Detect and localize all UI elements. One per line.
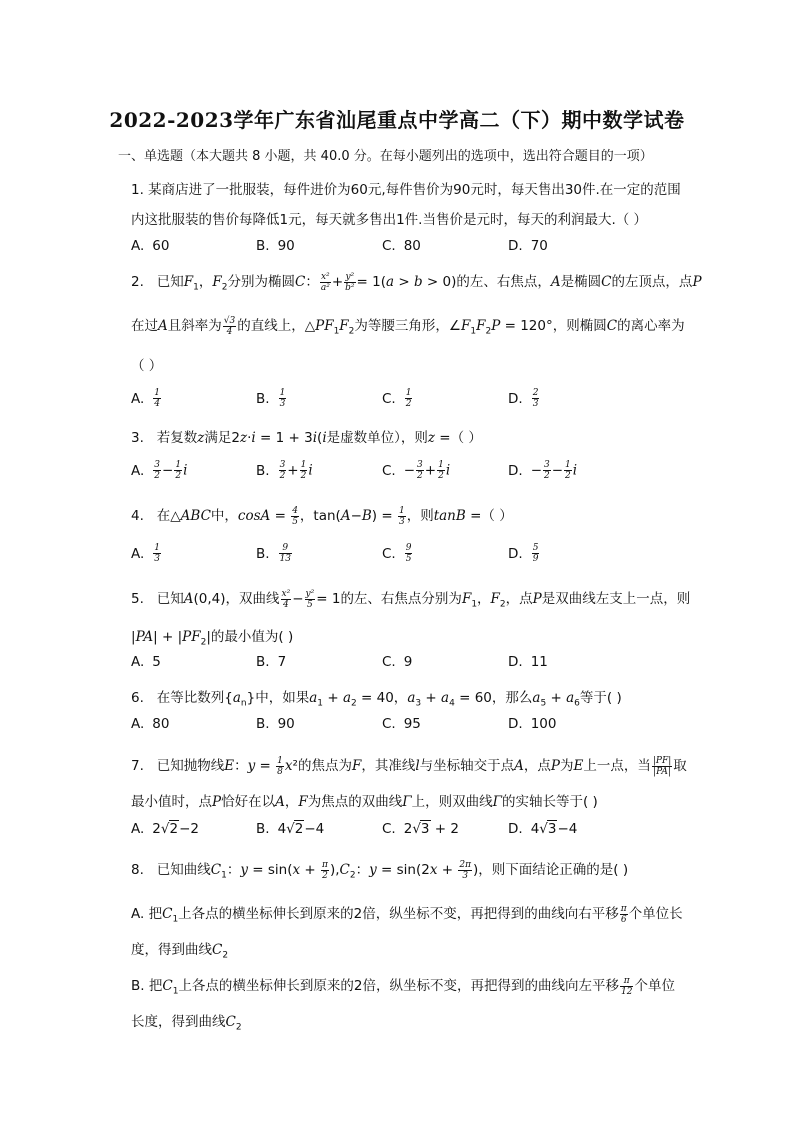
- q3-line1: 3. 若复数z满足2z·i = 1 + 3i(i是虚数单位），则z =（ ）: [131, 430, 482, 446]
- q3-option-c[interactable]: C. − $\frac{3}{2}$ + $\frac{1}{2}$ i: [382, 460, 451, 481]
- q2-option-d[interactable]: D. $\frac{2}{3}$: [508, 388, 539, 409]
- section-header: 一、单选题（本大题共 8 小题，共 40.0 分。在每小题列出的选项中，选出符合题目的一项）: [118, 149, 653, 164]
- q1-option-d[interactable]: D. 70: [508, 238, 548, 254]
- q8-option-b-line2[interactable]: 长度，得到曲线$C_2$: [131, 1014, 242, 1033]
- q6-option-a[interactable]: A. 80: [131, 716, 170, 732]
- q7-option-d[interactable]: D. 4√3−4: [508, 821, 578, 837]
- q7-option-a[interactable]: A. 2√2−2: [131, 821, 199, 837]
- q4-option-a[interactable]: A. $\frac{1}{3}$: [131, 543, 161, 564]
- exam-title: 2022-2023学年广东省汕尾重点中学高二（下）期中数学试卷: [109, 108, 685, 132]
- q1-option-c[interactable]: C. 80: [382, 238, 421, 254]
- q5-option-b[interactable]: B. 7: [256, 654, 287, 670]
- q2-line1: 2. 已知$F_1$，$F_2$分别为椭圆C： $\frac{\text{x²}}{\text{a²}}$ + $\frac{\text{y²}}{\text{b²}}$ = 1(a > b > 0)的左、右焦点，A是椭圆C的左顶点，点P: [131, 271, 702, 293]
- q7-option-b[interactable]: B. 4√2−4: [256, 821, 325, 837]
- q1-option-a[interactable]: A. 60: [131, 238, 170, 254]
- q5-option-c[interactable]: C. 9: [382, 654, 413, 670]
- q5-option-a[interactable]: A. 5: [131, 654, 161, 670]
- q8-option-a-line1[interactable]: A. 把$C_1$上各点的横坐标伸长到原来的2倍，纵坐标不变，再把得到的曲线向右平移 $\frac{\pi}{6}$ 个单位长: [131, 903, 683, 925]
- q7-line1: 7. 已知抛物线E：y = $\frac{1}{8}$ x²的焦点为F，其准线l与坐标轴交于点A，点P为E上一点，当 $\frac{|PF|}{|PA|}$ 取: [131, 755, 687, 777]
- q1-line2: 内这批服装的售价每降低1元，每天就多售出1件.当售价是元时，每天的利润最大.（ ）: [131, 212, 648, 228]
- q6-option-b[interactable]: B. 90: [256, 716, 295, 732]
- q4-option-b[interactable]: B. $\frac{9}{13}$: [256, 543, 292, 564]
- q6-option-c[interactable]: C. 95: [382, 716, 421, 732]
- q2-line2: 在过A且斜率为 $\frac{√3}{4}$ 的直线上，$\triangle PF_1F_2$为等腰三角形，$\angle F_1F_2P = 120^\circ$，则椭圆C的离心率为: [131, 315, 685, 337]
- q5-line1: 5. 已知A(0,4)，双曲线 $\frac{\text{x²}}{4}$ − $\frac{\text{y²}}{5}$ = 1的左、右焦点分别为$F_1$，$F_2$，点P是双曲线左支上一点，则: [131, 588, 691, 610]
- q8-option-b-line1[interactable]: B. 把$C_1$上各点的横坐标伸长到原来的2倍，纵坐标不变，再把得到的曲线向左平移 $\frac{\pi}{12}$ 个单位: [131, 975, 675, 997]
- q5-option-d[interactable]: D. 11: [508, 654, 548, 670]
- q3-option-d[interactable]: D. − $\frac{3}{2}$ − $\frac{1}{2}$ i: [508, 460, 578, 481]
- q3-option-a[interactable]: A. $\frac{3}{2}$ − $\frac{1}{2}$ i: [131, 460, 188, 481]
- q4-option-c[interactable]: C. $\frac{9}{5}$: [382, 543, 412, 564]
- q3-option-b[interactable]: B. $\frac{3}{2}$ + $\frac{1}{2}$ i: [256, 460, 313, 481]
- q5-line2: $|PA| + |PF_2|$的最小值为( ): [131, 629, 294, 648]
- q7-line2: 最小值时，点P恰好在以A，F为焦点的双曲线Γ上，则双曲线Γ的实轴长等于( ): [131, 794, 598, 810]
- q7-option-c[interactable]: C. 2√3 + 2: [382, 821, 459, 837]
- q8-option-a-line2[interactable]: 度，得到曲线$C_2$: [131, 942, 229, 961]
- q6-line1: 6. 在等比数列$\{a_n\}$中，如果$a_1 + a_2 = 40$，$a_3 + a_4 = 60$，那么$a_5 + a_6$等于( ): [131, 690, 622, 709]
- q1-line1: 1. 某商店进了一批服装，每件进价为60元,每件售价为90元时，每天售出30件.在一定的范围: [131, 182, 681, 198]
- q2-option-a[interactable]: A. $\frac{1}{4}$: [131, 388, 161, 409]
- q4-option-d[interactable]: D. $\frac{5}{9}$: [508, 543, 539, 564]
- q4-line1: 4. 在△ABC中，cosA = $\frac{4}{5}$ ，tan(A−B) = $\frac{1}{3}$ ，则tanB =（ ）: [131, 505, 513, 527]
- q1-option-b[interactable]: B. 90: [256, 238, 295, 254]
- q2-option-c[interactable]: C. $\frac{1}{2}$: [382, 388, 412, 409]
- q8-line1: 8. 已知曲线$C_1$：y = sin(x + $\frac{\pi}{2}$ )$,C_2$：y = sin(2x + $\frac{2\pi}{3}$ )，则下面结论正确的是( ): [131, 859, 629, 881]
- q2-line3: （ ）: [131, 358, 163, 374]
- q6-option-d[interactable]: D. 100: [508, 716, 557, 732]
- q2-option-b[interactable]: B. $\frac{1}{3}$: [256, 388, 286, 409]
